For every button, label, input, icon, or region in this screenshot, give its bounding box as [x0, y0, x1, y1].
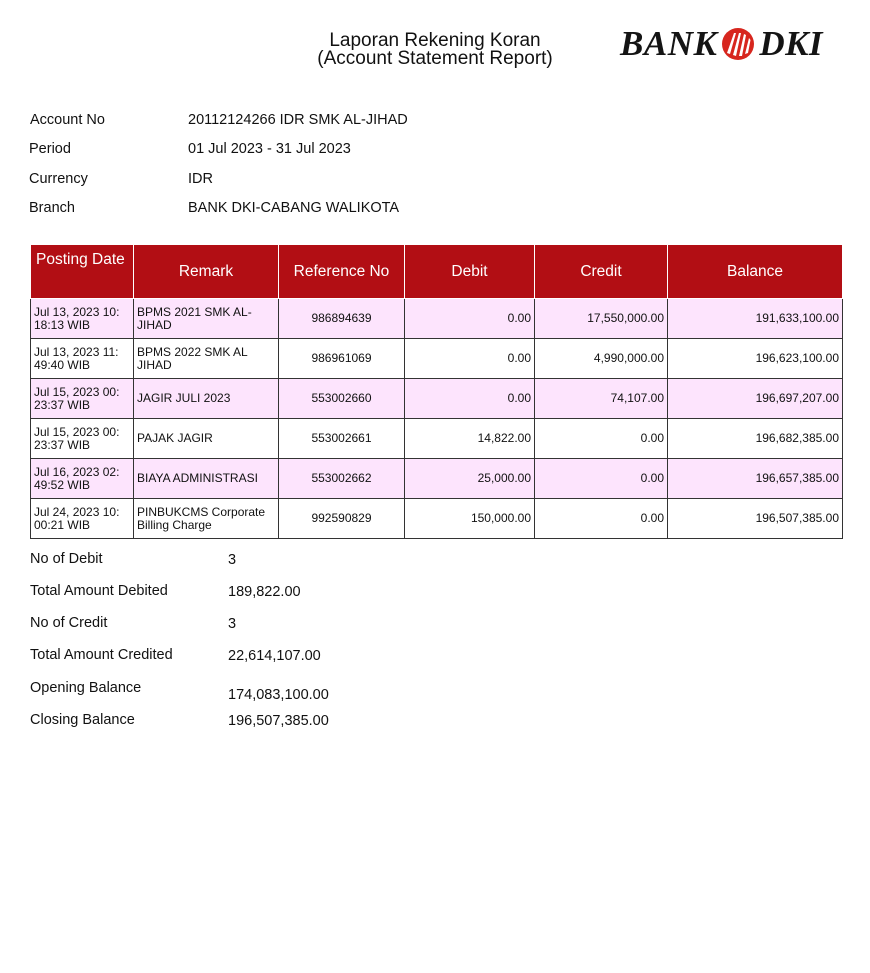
table-row — [31, 499, 843, 539]
posting-date-cell: Jul 13, 2023 11: 49:40 WIB — [31, 339, 134, 379]
posting-date-cell: Jul 15, 2023 00: 23:37 WIB — [31, 379, 134, 419]
report-title-line2: (Account Statement Report) — [317, 48, 553, 69]
no-credit-value: 3 — [228, 616, 237, 632]
balance-cell: 196,682,385.00 — [668, 419, 843, 459]
total-debited-label: Total Amount Debited — [30, 583, 168, 599]
col-reference-no: Reference No — [279, 245, 405, 299]
closing-balance-value: 196,507,385.00 — [228, 713, 329, 729]
logo-text-right: DKI — [759, 24, 824, 63]
reference-no-cell: 986894639 — [279, 299, 405, 339]
credit-cell: 0.00 — [535, 459, 668, 499]
no-debit-value: 3 — [228, 552, 237, 568]
currency-label: Currency — [29, 170, 88, 187]
remark-cell: BPMS 2022 SMK AL JIHAD — [134, 339, 279, 379]
posting-date-cell: Jul 16, 2023 02: 49:52 WIB — [31, 459, 134, 499]
currency-value: IDR — [188, 170, 213, 187]
account-no-label: Account No — [30, 112, 105, 128]
credit-cell: 4,990,000.00 — [535, 339, 668, 379]
debit-cell: 0.00 — [405, 299, 535, 339]
period-value: 01 Jul 2023 - 31 Jul 2023 — [188, 141, 351, 158]
total-credited-label: Total Amount Credited — [30, 647, 173, 663]
posting-date-cell: Jul 13, 2023 10: 18:13 WIB — [31, 299, 134, 339]
debit-cell: 0.00 — [405, 339, 535, 379]
period-label: Period — [29, 141, 71, 158]
debit-cell: 0.00 — [405, 379, 535, 419]
reference-no-cell: 553002661 — [279, 419, 405, 459]
credit-cell: 0.00 — [535, 419, 668, 459]
col-posting-date: Posting Date — [31, 245, 134, 299]
table-header-row — [31, 245, 843, 299]
posting-date-cell: Jul 24, 2023 10: 00:21 WIB — [31, 499, 134, 539]
table-row — [31, 419, 843, 459]
col-debit: Debit — [405, 245, 535, 299]
branch-value: BANK DKI-CABANG WALIKOTA — [188, 199, 400, 216]
total-debited-value: 189,822.00 — [228, 584, 301, 600]
reference-no-cell: 992590829 — [279, 499, 405, 539]
closing-balance-label: Closing Balance — [30, 712, 135, 728]
total-credited-value: 22,614,107.00 — [228, 648, 321, 664]
transactions-table — [30, 244, 843, 539]
table-row — [31, 379, 843, 419]
credit-cell: 74,107.00 — [535, 379, 668, 419]
debit-cell: 25,000.00 — [405, 459, 535, 499]
reference-no-cell: 553002662 — [279, 459, 405, 499]
opening-balance-value: 174,083,100.00 — [228, 687, 329, 703]
credit-cell: 0.00 — [535, 499, 668, 539]
balance-cell: 196,507,385.00 — [668, 499, 843, 539]
remark-cell: BIAYA ADMINISTRASI — [134, 459, 279, 499]
account-no-value: 20112124266 IDR SMK AL-JIHAD — [188, 112, 408, 128]
table-row — [31, 459, 843, 499]
remark-cell: BPMS 2021 SMK AL- JIHAD — [134, 299, 279, 339]
reference-no-cell: 553002660 — [279, 379, 405, 419]
bank-logo — [620, 24, 823, 64]
balance-cell: 196,657,385.00 — [668, 459, 843, 499]
credit-cell: 17,550,000.00 — [535, 299, 668, 339]
logo-text-left: BANK — [620, 24, 718, 63]
posting-date-cell: Jul 15, 2023 00: 23:37 WIB — [31, 419, 134, 459]
debit-cell: 14,822.00 — [405, 419, 535, 459]
no-debit-label: No of Debit — [30, 551, 103, 567]
remark-cell: PAJAK JAGIR — [134, 419, 279, 459]
remark-cell: PINBUKCMS Corporate Billing Charge — [134, 499, 279, 539]
balance-cell: 196,623,100.00 — [668, 339, 843, 379]
balance-cell: 196,697,207.00 — [668, 379, 843, 419]
debit-cell: 150,000.00 — [405, 499, 535, 539]
col-credit: Credit — [535, 245, 668, 299]
table-row — [31, 299, 843, 339]
balance-cell: 191,633,100.00 — [668, 299, 843, 339]
report-title-line1: Laporan Rekening Koran — [329, 30, 541, 51]
col-remark: Remark — [134, 245, 279, 299]
table-row — [31, 339, 843, 379]
no-credit-label: No of Credit — [30, 615, 108, 631]
branch-label: Branch — [29, 199, 75, 216]
report-title — [285, 32, 585, 68]
col-balance: Balance — [668, 245, 843, 299]
remark-cell: JAGIR JULI 2023 — [134, 379, 279, 419]
opening-balance-label: Opening Balance — [30, 680, 142, 696]
reference-no-cell: 986961069 — [279, 339, 405, 379]
bank-emblem-icon — [721, 27, 755, 61]
